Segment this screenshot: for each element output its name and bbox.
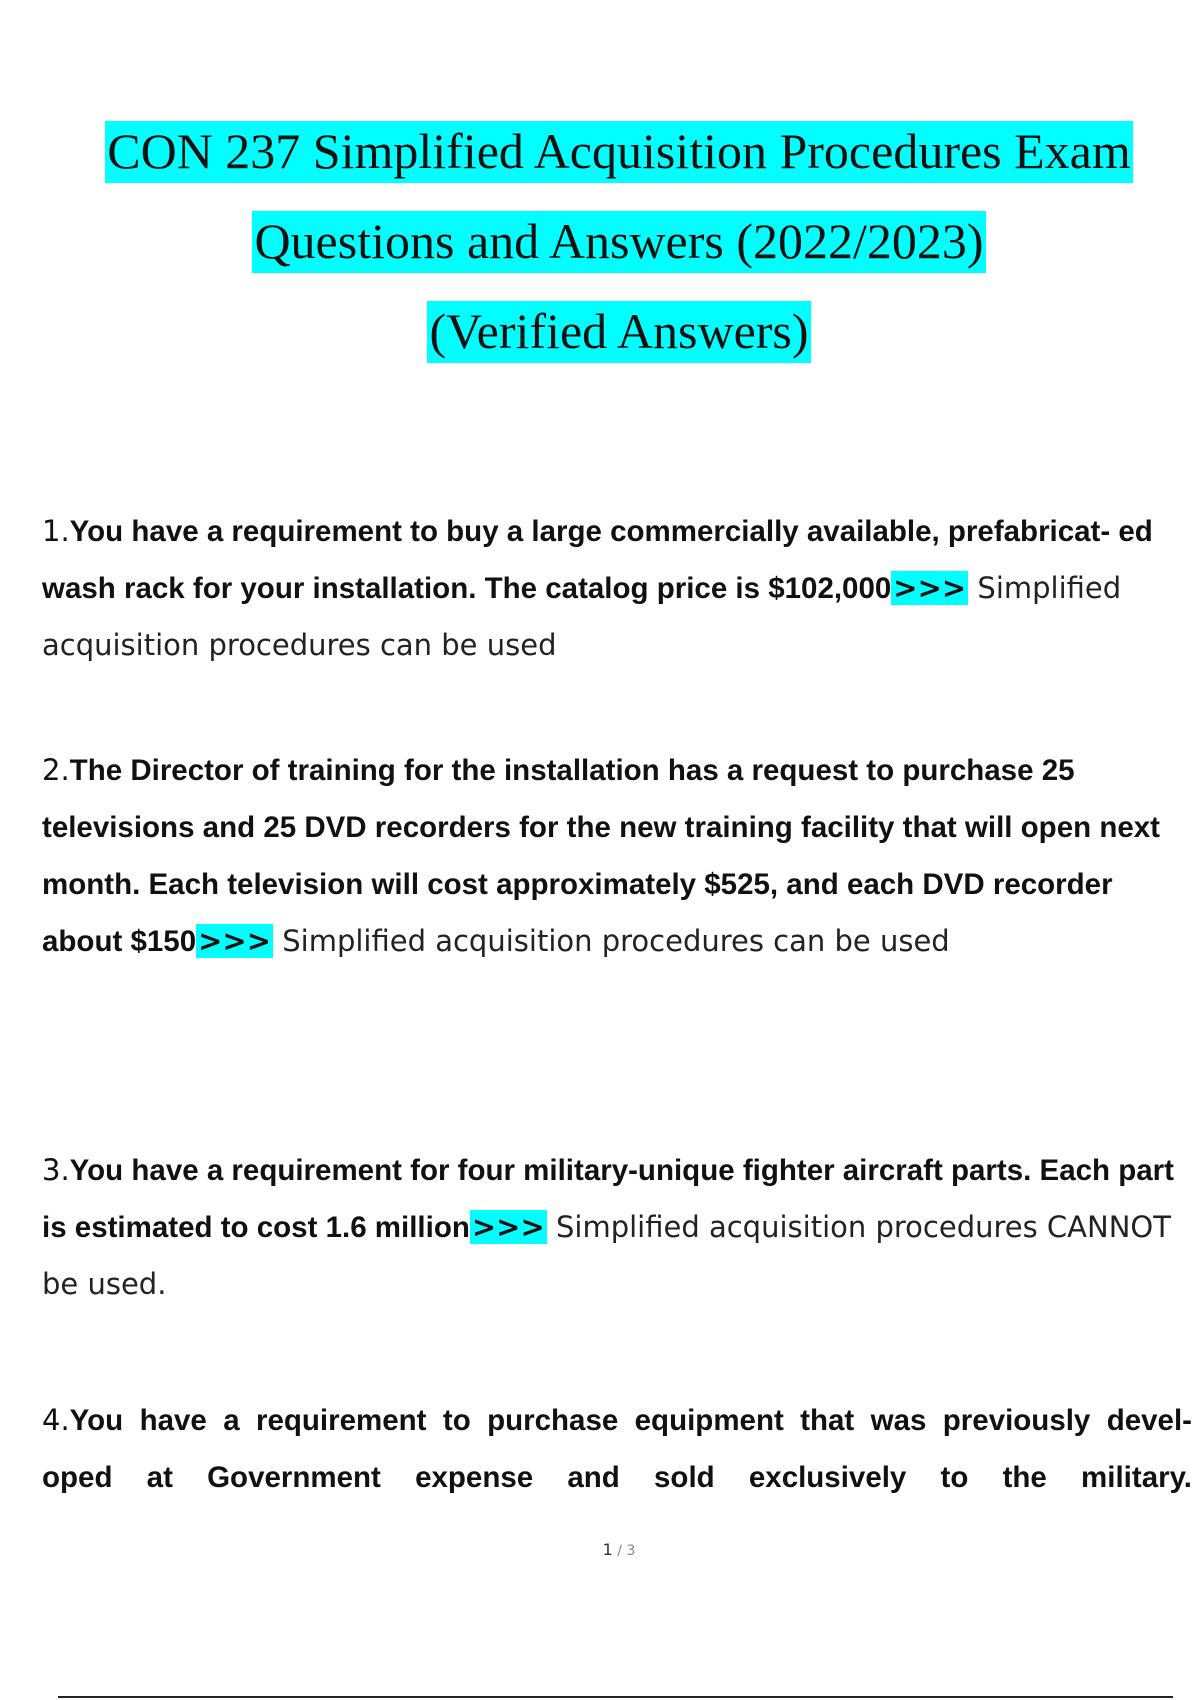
title-line-1 [0, 118, 1200, 208]
title-line-3 [0, 298, 1200, 388]
title-line-1-text: CON 237 Simplified Acquisition Procedures Exam [105, 121, 1133, 183]
question-1 [42, 503, 1192, 673]
answer-arrow: >>> [471, 1210, 545, 1244]
answer-text: Simplified acquisition procedures can be used [273, 924, 950, 958]
answer-text: Simplified acquisition procedures can be used [42, 571, 1122, 662]
title-line-3-text: (Verified Answers) [427, 301, 810, 363]
title-line-2 [0, 208, 1200, 298]
question-text: You have a requirement to purchase equipment that was previously devel- oped at Government expense and sold exclusively to the military. [42, 1404, 1192, 1494]
page-separator: / [612, 1543, 627, 1559]
question-4 [42, 1392, 1192, 1506]
question-number: 2. [42, 753, 70, 787]
page-total: 3 [626, 1543, 636, 1559]
question-text: You have a requirement for four military-unique fighter aircraft parts. Each part is estimated to cost 1.6 million [42, 1154, 1174, 1244]
question-text: The Director of training for the installation has a request to purchase 25 televisions and 25 DVD recorders for the new training facility that will open next month. Each television will cost approximately $525, and each DVD recorder about $150 [42, 754, 1160, 958]
answer-arrow: >>> [198, 924, 272, 958]
question-number: 3. [42, 1153, 70, 1187]
title-line-2-text: Questions and Answers (2022/2023) [252, 211, 985, 273]
answer-arrow: >>> [893, 571, 967, 605]
page-current: 1 [602, 1540, 613, 1559]
question-3 [42, 1142, 1192, 1312]
page-number [0, 1540, 1200, 1559]
question-2 [42, 742, 1192, 970]
question-number: 1. [42, 514, 70, 548]
question-number: 4. [42, 1403, 70, 1437]
footer-divider [58, 1696, 1173, 1698]
document-title [0, 118, 1200, 388]
question-text: You have a requirement to buy a large commercially available, prefabricat- ed wash rack for your installation. The catalog price is $102,000 [42, 515, 1153, 605]
answer-text: Simplified acquisition procedures CANNOT be used. [42, 1210, 1171, 1301]
